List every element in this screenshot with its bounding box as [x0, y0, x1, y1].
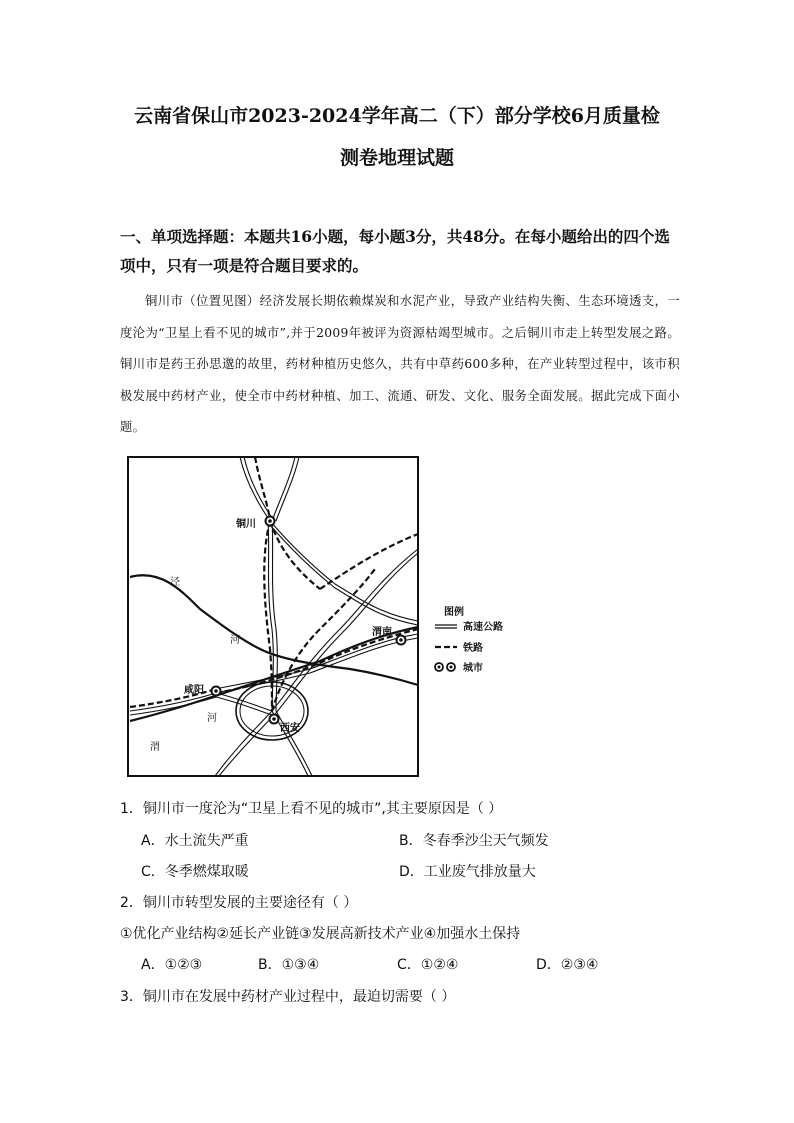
question-3-stem: 3．铜川市在发展中药材产业过程中，最迫切需要（ ）: [120, 989, 456, 1005]
q2-option-a[interactable]: A．①②③: [141, 957, 203, 973]
map-frame: [128, 457, 418, 776]
question-1-stem: 1．铜川市一度沦为“卫星上看不见的城市”,其主要原因是（ ）: [120, 801, 503, 817]
q1-option-a[interactable]: A．水土流失严重: [141, 833, 249, 849]
q2-option-d[interactable]: D．②③④: [536, 957, 599, 973]
label-wei-2: 渭: [150, 742, 160, 753]
q1-option-c[interactable]: C．冬季燃煤取暖: [141, 864, 249, 880]
label-jing-1: 泾: [170, 577, 180, 588]
label-xian: 西安: [280, 723, 300, 734]
label-wei-1: 河: [207, 713, 217, 724]
q2-option-b[interactable]: B．①③④: [258, 957, 320, 973]
map-legend: [435, 605, 503, 674]
label-tongchuan: 铜川: [236, 519, 256, 530]
question-2-items: ①优化产业结构②延长产业链③发展高新技术产业④加强水土保持: [120, 926, 521, 942]
label-weinan: 渭南: [372, 627, 392, 638]
section-heading: 一、单项选择题：本题共16小题，每小题3分，共48分。在每小题给出的四个选项中，只有一项是符合题目要求的。: [120, 227, 670, 275]
title-line-2: 测卷地理试题: [339, 147, 454, 169]
title-line-1: 云南省保山市2023-2024学年高二（下）部分学校6月质量检: [134, 105, 660, 127]
label-xianyang: 咸阳: [184, 685, 204, 696]
reading-passage: 铜川市（位置见图）经济发展长期依赖煤炭和水泥产业，导致产业结构失衡、生态环境透支，一度沦为“卫星上看不见的城市”,并于2009年被评为资源枯竭型城市。之后铜川市走上转型发展之路。铜川市是药王孙思邈的故里，药材种植历史悠久，共有中草药600多种，在产业转型过程中，该市积极发展中药材产业，使全市中药材种植、加工、流通、研发、文化、服务全面发展。据此完成下面小题。: [120, 294, 680, 434]
q2-option-c[interactable]: C．①②④: [397, 957, 459, 973]
legend-city: 城市: [463, 663, 483, 674]
label-jing-2: 河: [230, 635, 240, 646]
question-2-stem: 2．铜川市转型发展的主要途径有（ ）: [120, 895, 358, 911]
legend-expressway: 高速公路: [463, 622, 503, 633]
legend-railway: 铁路: [463, 643, 483, 654]
location-map: [120, 449, 520, 784]
q1-option-d[interactable]: D．工业废气排放量大: [399, 864, 536, 880]
legend-title: 图例: [444, 607, 464, 618]
q1-option-b[interactable]: B．冬春季沙尘天气频发: [399, 833, 549, 849]
